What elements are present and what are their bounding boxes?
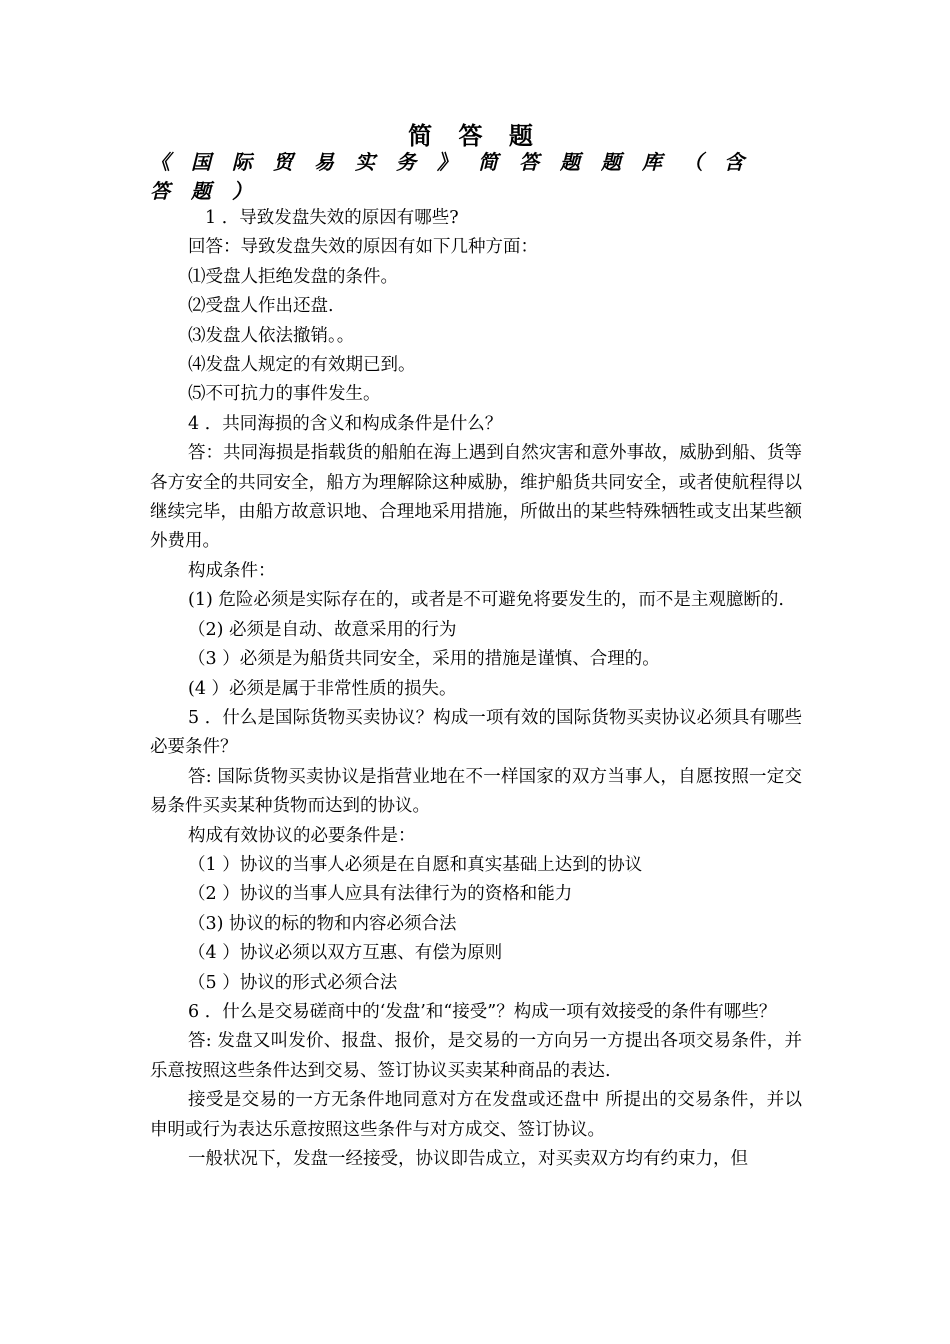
answer-5-definition: 答: 国际货物买卖协议是指营业地在不一样国家的双方当事人，自愿按照一定交易条件买卖某种货物而达到的协议。 (150, 766, 802, 817)
answer-4-condition-4: (4 ）必须是属于非常性质的损失。 (188, 678, 457, 699)
answer-1-item-2: ⑵受盘人作出还盘. (188, 296, 334, 317)
answer-4-definition: 答：共同海损是指载货的船舶在海上遇到自然灾害和意外事故，威胁到船、货等各方安全的共同安全，船方为理解除这种威胁，维护船货共同安全，或者使航程得以继续完毕，由船方故意识地、合理地采用措施，所做出的某些特殊牺牲或支出某些额外费用。 (150, 443, 802, 552)
document-body (150, 204, 802, 1174)
answer-4-condition-3: （3 ）必须是为船货共同安全，采用的措施是谨慎、合理的。 (188, 649, 660, 670)
answer-6-offer: 答: 发盘又叫发价、报盘、报价，是交易的一方向另一方提出各项交易条件，并乐意按照这些条件达到交易、签订协议买卖某种商品的表达. (150, 1031, 802, 1081)
answer-4-condition-2: （2) 必须是自动、故意采用的行为 (188, 619, 457, 640)
answer-1-item-4: ⑷发盘人规定的有效期已到。 (188, 355, 416, 376)
answer-5-condition-4: （4 ）协议必须以双方互惠、有偿为原则 (188, 943, 503, 964)
page-subtitle: 《国际贸易实务》简答题题库（含答题） (150, 150, 765, 203)
page-title: 简 答 题 (408, 121, 542, 150)
answer-4-conditions-heading: 构成条件： (188, 560, 276, 581)
answer-1-item-5: ⑸不可抗力的事件发生。 (188, 384, 381, 405)
answer-1-item-1: ⑴受盘人拒绝发盘的条件。 (188, 266, 398, 287)
answer-5-condition-2: （2 ）协议的当事人应具有法律行为的资格和能力 (188, 884, 573, 905)
answer-6-acceptance: 接受是交易的一方无条件地同意对方在发盘或还盘中 所提出的交易条件，并以申明或行为表达乐意按照这些条件与对方成交、签订协议。 (150, 1090, 802, 1140)
question-5: 5 ．什么是国际货物买卖协议？构成一项有效的国际货物买卖协议必须具有哪些必要条件？ (150, 707, 802, 758)
answer-1-item-3: ⑶发盘人依法撤销。。 (188, 325, 355, 346)
answer-5-condition-5: （5 ）协议的形式必须合法 (188, 972, 398, 993)
answer-5-condition-3: （3) 协议的标的物和内容必须合法 (188, 913, 457, 934)
answer-6-general: 一般状况下，发盘一经接受，协议即告成立，对买卖双方均有约束力，但 (188, 1149, 748, 1169)
question-1: 1 ．导致发盘失效的原因有哪些? (205, 208, 459, 228)
question-4: 4 ．共同海损的含义和构成条件是什么？ (188, 413, 503, 434)
answer-5-condition-1: （1 ）协议的当事人必须是在自愿和真实基础上达到的协议 (188, 854, 643, 875)
answer-4-condition-1: (1) 危险必须是实际存在的，或者是不可避免将要发生的，而不是主观臆断的. (188, 590, 784, 611)
answer-5-conditions-heading: 构成有效协议的必要条件是： (188, 825, 416, 846)
answer-1-intro: 回答：导致发盘失效的原因有如下几种方面： (188, 237, 538, 258)
question-6: 6 ．什么是交易磋商中的‘发盘’和“接受”？构成一项有效接受的条件有哪些？ (188, 1001, 777, 1022)
